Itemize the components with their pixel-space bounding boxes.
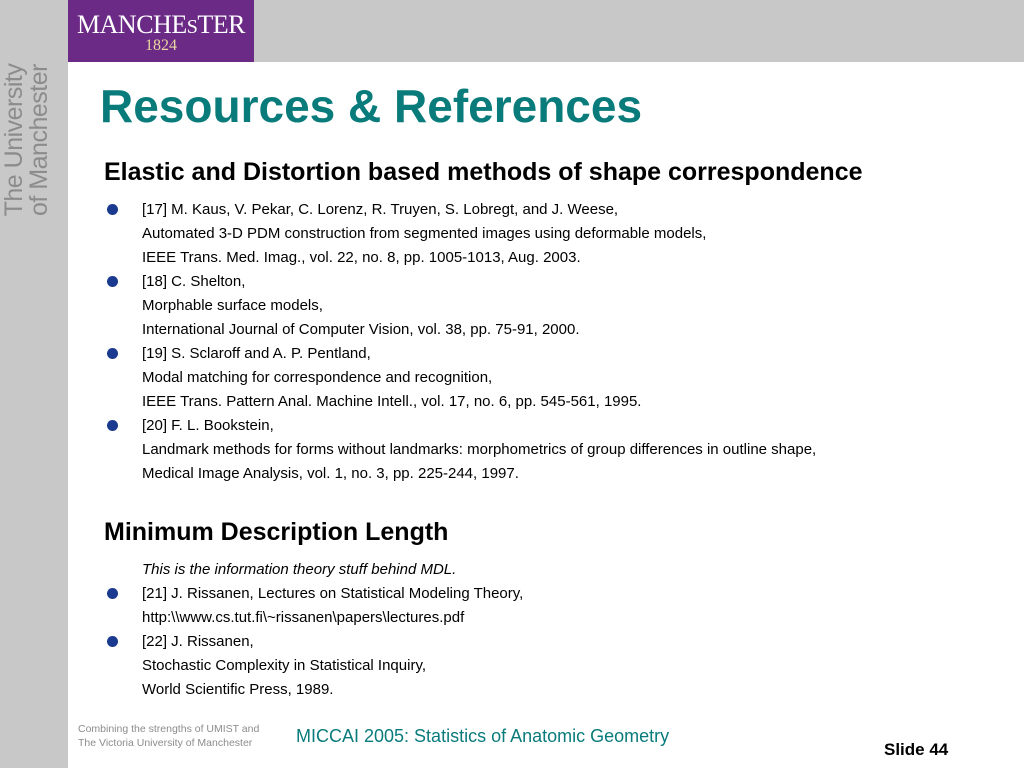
reference-line: [17] M. Kaus, V. Pekar, C. Lorenz, R. Truyen, S. Lobregt, and J. Weese,	[142, 201, 619, 218]
footer-credit-line-2: The Victoria University of Manchester	[78, 737, 253, 749]
section-heading-elastic: Elastic and Distortion based methods of shape correspondence	[104, 158, 863, 186]
reference-line: [18] C. Shelton,	[142, 273, 246, 290]
reference-url: http:\\www.cs.tut.fi\~rissanen\papers\lectures.pdf	[142, 609, 465, 626]
reference-item	[104, 198, 816, 270]
reference-item	[104, 414, 816, 486]
reference-line: [19] S. Sclaroff and A. P. Pentland,	[142, 345, 371, 362]
logo-wordmark: MANCHESTER	[77, 10, 245, 39]
footer-credit	[78, 722, 259, 750]
reference-line: World Scientific Press, 1989.	[142, 681, 334, 698]
reference-item	[104, 582, 523, 630]
footer-presentation-title: MICCAI 2005: Statistics of Anatomic Geometry	[296, 726, 670, 746]
reference-item	[104, 630, 523, 702]
reference-line: Stochastic Complexity in Statistical Inquiry,	[142, 657, 426, 674]
slide-number: Slide 44	[884, 740, 949, 759]
reference-line: IEEE Trans. Pattern Anal. Machine Intell., vol. 17, no. 6, pp. 545-561, 1995.	[142, 393, 642, 410]
reference-item	[104, 342, 816, 414]
reference-item	[104, 270, 816, 342]
bullet-icon	[107, 348, 118, 359]
reference-line: [22] J. Rissanen,	[142, 633, 254, 650]
university-vertical-wordmark	[2, 60, 66, 220]
reference-line: [20] F. L. Bookstein,	[142, 417, 274, 434]
reference-line: Medical Image Analysis, vol. 1, no. 3, pp. 225-244, 1997.	[142, 465, 519, 482]
vertical-wordmark-line-2: of Manchester	[25, 64, 53, 216]
reference-line: [21] J. Rissanen, Lectures on Statistical Modeling Theory,	[142, 585, 524, 602]
bullet-icon	[107, 636, 118, 647]
section-heading-mdl: Minimum Description Length	[104, 518, 449, 546]
bullet-icon	[107, 276, 118, 287]
reference-line: IEEE Trans. Med. Imag., vol. 22, no. 8, pp. 1005-1013, Aug. 2003.	[142, 249, 581, 266]
reference-list-elastic	[104, 198, 816, 486]
slide-title: Resources & References	[100, 80, 643, 132]
reference-line: Morphable surface models,	[142, 297, 323, 314]
reference-line: Modal matching for correspondence and recognition,	[142, 369, 493, 386]
logo-year: 1824	[145, 37, 177, 54]
reference-list-mdl	[104, 582, 523, 702]
vertical-wordmark-line-1: The University	[0, 63, 28, 217]
bullet-icon	[107, 420, 118, 431]
reference-line: Automated 3-D PDM construction from segmented images using deformable models,	[142, 225, 707, 242]
university-logo	[68, 0, 254, 62]
bullet-icon	[107, 204, 118, 215]
reference-line: International Journal of Computer Vision, vol. 38, pp. 75-91, 2000.	[142, 321, 580, 338]
bullet-icon	[107, 588, 118, 599]
section-intro-note: This is the information theory stuff behind MDL.	[142, 561, 457, 578]
footer-credit-line-1: Combining the strengths of UMIST and	[78, 723, 260, 735]
reference-line: Landmark methods for forms without landmarks: morphometrics of group differences in outline shape,	[142, 441, 817, 458]
